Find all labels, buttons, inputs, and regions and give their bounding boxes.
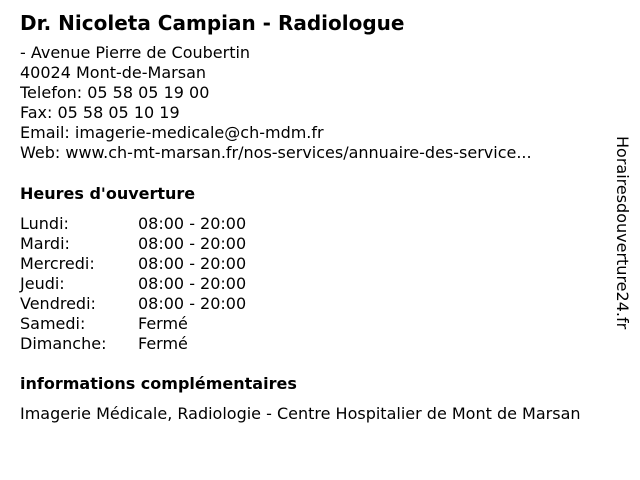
address-street: - Avenue Pierre de Coubertin — [20, 43, 251, 62]
hours-time: Fermé — [138, 314, 188, 333]
opening-hours-table — [20, 214, 280, 354]
hours-time: 08:00 - 20:00 — [138, 234, 247, 253]
site-watermark: Horairesdouverture24.fr — [613, 136, 632, 330]
hours-row — [20, 234, 280, 254]
hours-time: Fermé — [138, 334, 188, 353]
hours-row — [20, 314, 280, 334]
hours-day: Dimanche: — [20, 334, 107, 353]
email-line: Email: imagerie-medicale@ch-mdm.fr — [20, 123, 324, 142]
hours-day: Mardi: — [20, 234, 70, 253]
hours-day: Vendredi: — [20, 294, 96, 313]
hours-heading: Heures d'ouverture — [20, 184, 196, 203]
web-line: Web: www.ch-mt-marsan.fr/nos-services/annuaire-des-service... — [20, 143, 532, 162]
hours-day: Lundi: — [20, 214, 69, 233]
page-title: Dr. Nicoleta Campian - Radiologue — [20, 11, 405, 35]
fax-line: Fax: 05 58 05 10 19 — [20, 103, 180, 122]
hours-day: Jeudi: — [20, 274, 65, 293]
hours-row — [20, 334, 280, 354]
info-heading: informations complémentaires — [20, 374, 297, 393]
hours-time: 08:00 - 20:00 — [138, 294, 247, 313]
hours-time: 08:00 - 20:00 — [138, 254, 247, 273]
contact-block — [20, 43, 600, 163]
hours-day: Samedi: — [20, 314, 86, 333]
hours-row — [20, 274, 280, 294]
info-text: Imagerie Médicale, Radiologie - Centre Hospitalier de Mont de Marsan — [20, 404, 581, 423]
hours-row — [20, 254, 280, 274]
phone-line: Telefon: 05 58 05 19 00 — [20, 83, 210, 102]
hours-row — [20, 214, 280, 234]
address-city: 40024 Mont-de-Marsan — [20, 63, 207, 82]
hours-day: Mercredi: — [20, 254, 95, 273]
hours-row — [20, 294, 280, 314]
hours-time: 08:00 - 20:00 — [138, 274, 247, 293]
hours-time: 08:00 - 20:00 — [138, 214, 247, 233]
